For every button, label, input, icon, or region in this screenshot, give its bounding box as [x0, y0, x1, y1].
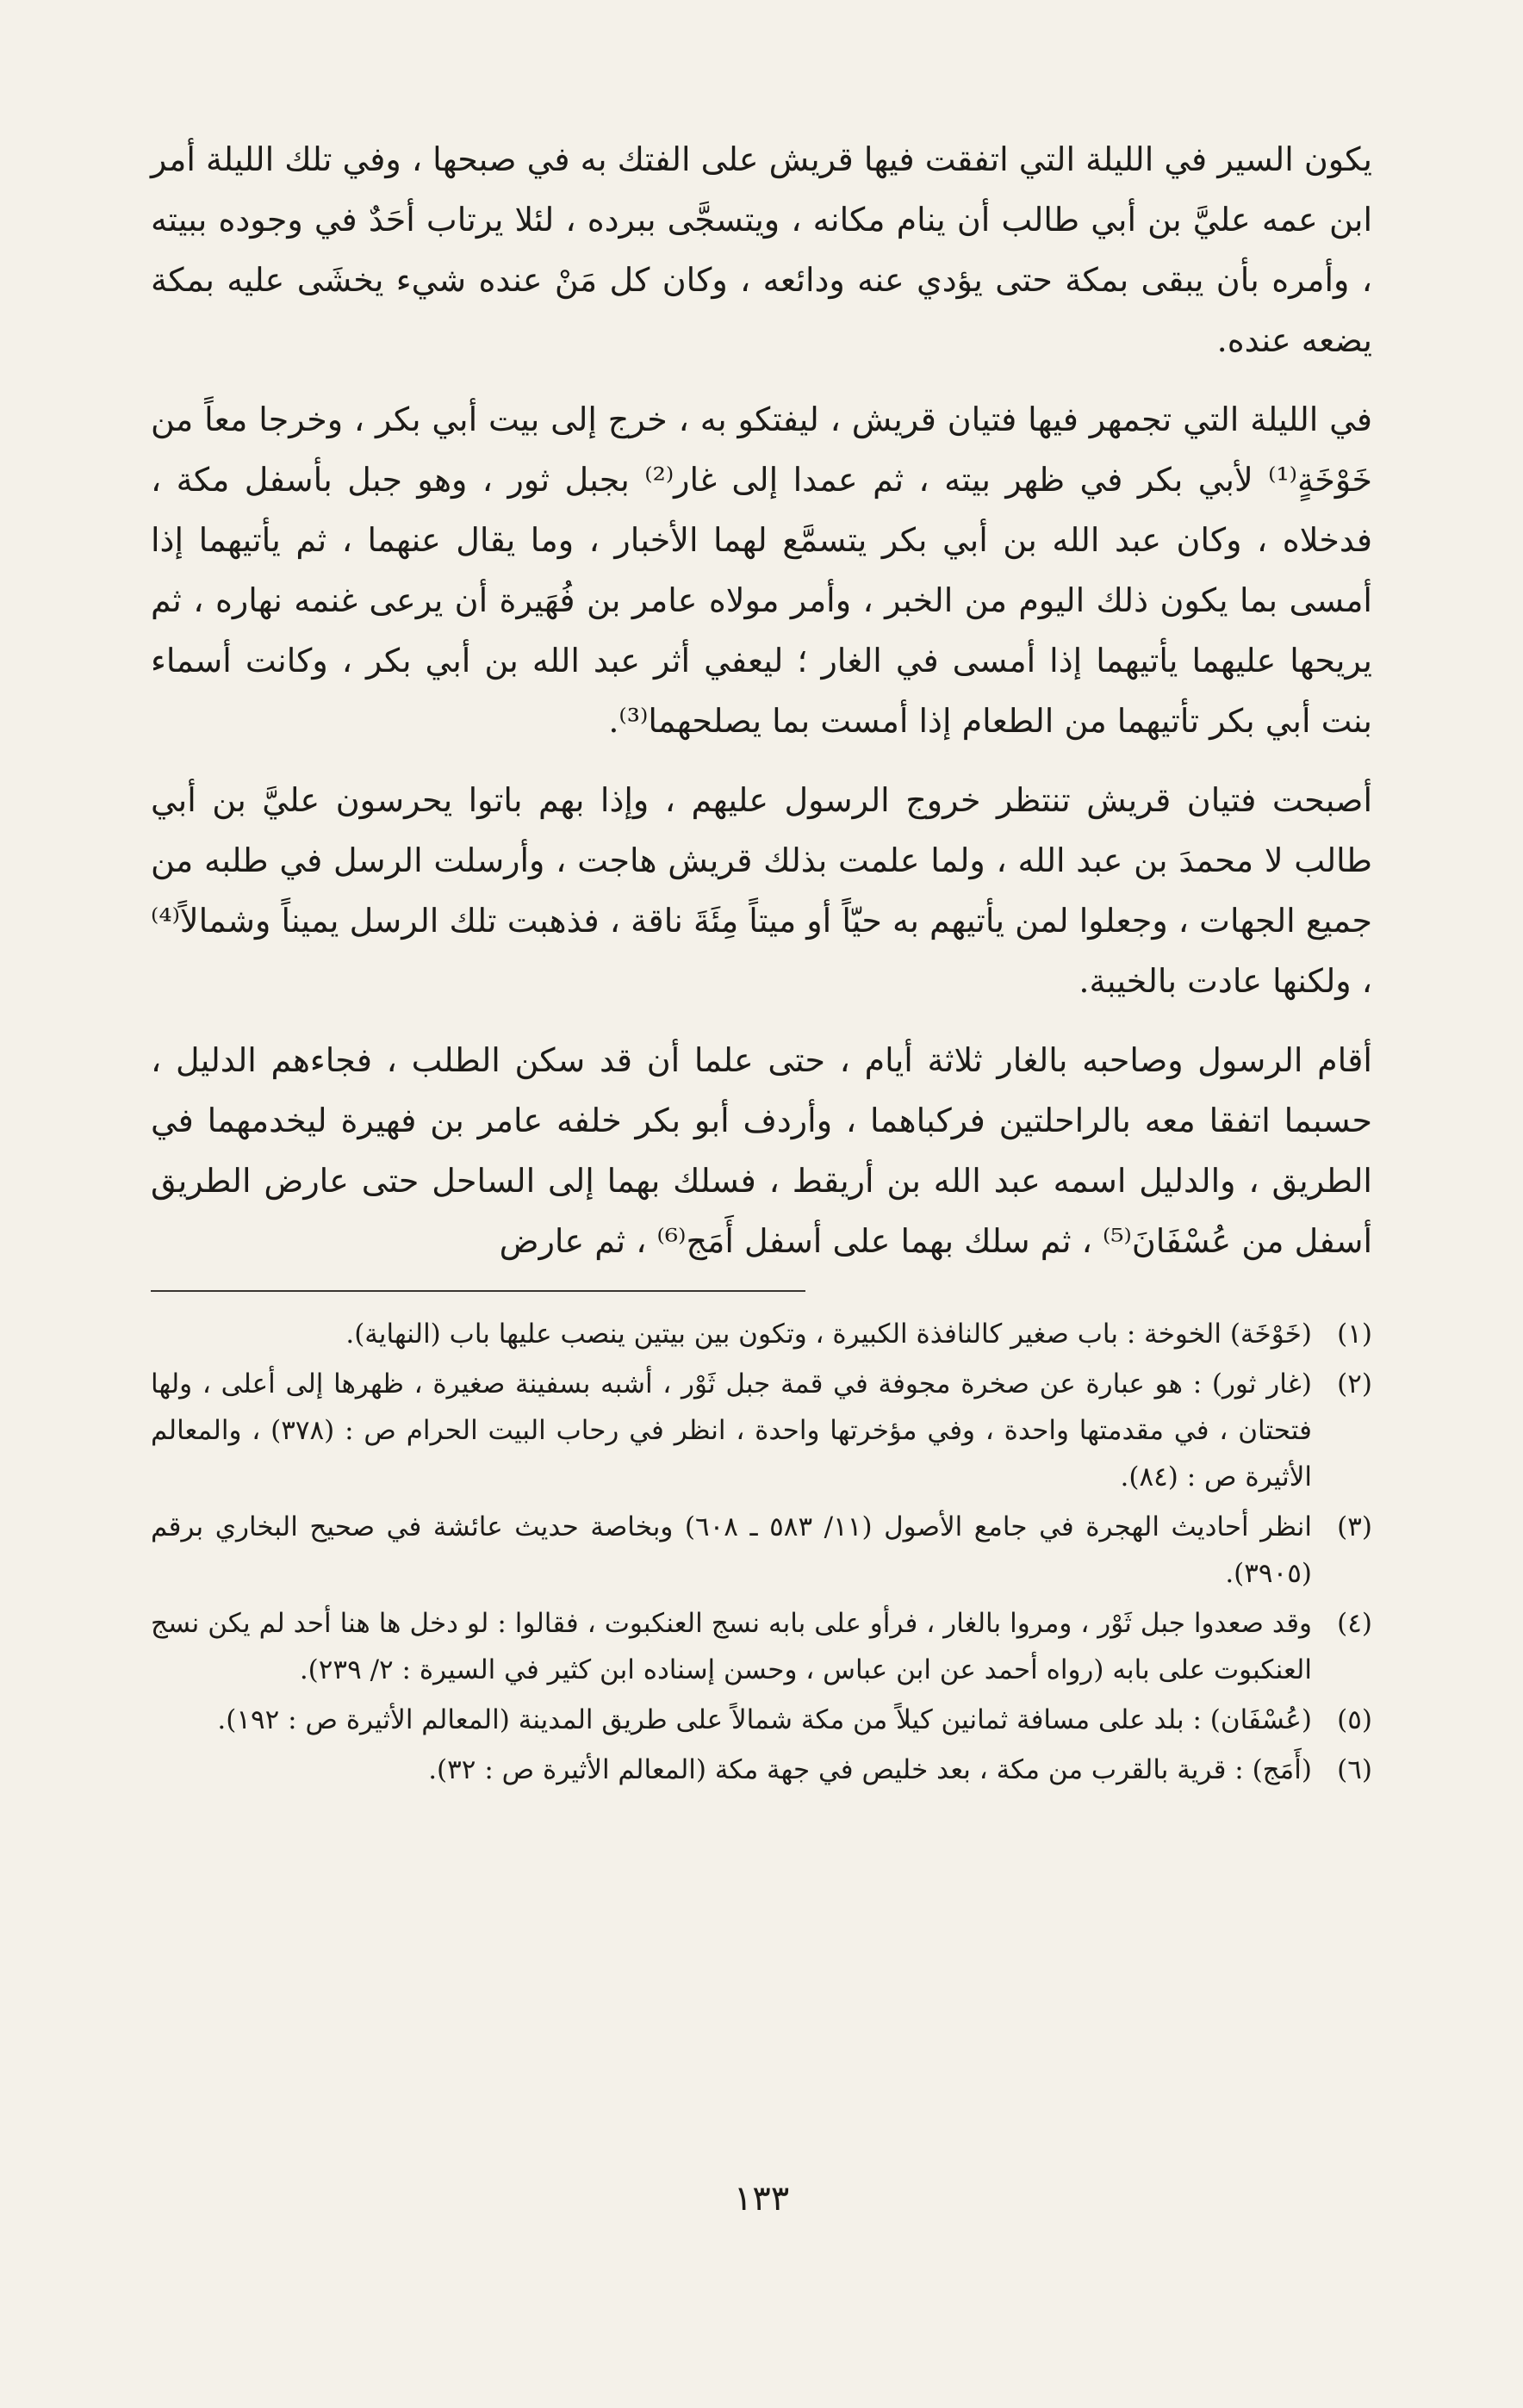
footnote-2: [151, 1361, 1372, 1500]
footnote-number: (١): [1337, 1319, 1372, 1350]
footnote-4: [151, 1600, 1372, 1693]
paragraph-1: يكون السير في الليلة التي اتفقت فيها قريش على الفتك به في صبحها ، وفي تلك الليلة أمر ابن عمه عليَّ بن أبي طالب أن ينام مكانه ، ويتسجَّى ببرده ، لئلا يرتاب أحَدٌ في وجوده ببيته ، وأمره بأن يبقى بمكة حتى يؤدي عنه ودائعه ، وكان كل مَنْ عنده شيء يخشَى عليه بمكة يضعه عنده.: [151, 140, 1373, 359]
footnote-6: [151, 1747, 1372, 1793]
footnote-text: انظر أحاديث الهجرة في جامع الأصول (١١/ ٥٨٣ ـ ٦٠٨) وبخاصة حديث عائشة في صحيح البخاري برقم (٣٩٠٥).: [151, 1511, 1312, 1589]
footnote-text: (عُسْفَان) : بلد على مسافة ثمانين كيلاً من مكة شمالاً على طريق المدينة (المعالم الأثيرة ص : ١٩٢).: [217, 1704, 1312, 1735]
footnote-number: (٥): [1337, 1704, 1372, 1735]
footnotes: [151, 1311, 1372, 1793]
footnote-text: وقد صعدوا جبل ثَوْر ، ومروا بالغار ، فرأو على بابه نسج العنكبوت ، فقالوا : لو دخل ها هنا أحد لم يكن نسج العنكبوت على بابه (رواه أحمد عن ابن عباس ، وحسن إسناده ابن كثير في السيرة : ٢/ ٢٣٩).: [151, 1608, 1312, 1685]
footnote-3: [151, 1504, 1372, 1597]
page-number: ١٣٣: [733, 2179, 790, 2219]
footnote-text: (غار ثور) : هو عبارة عن صخرة مجوفة في قمة جبل ثَوْر ، أشبه بسفينة صغيرة ، ظهرها إلى أعلى ، ولها فتحتان ، في مقدمتها واحدة ، وفي مؤخرتها واحدة ، انظر في رحاب البيت الحرام ص : (٣٧٨) ، والمعالم الأثيرة ص : (٨٤).: [151, 1368, 1312, 1493]
main-text: [151, 129, 1372, 1271]
footnote-divider: [151, 1290, 805, 1292]
footnote-number: (٢): [1337, 1368, 1372, 1399]
footnote-text: (خَوْخَة) الخوخة : باب صغير كالنافذة الكبيرة ، وتكون بين بيتين ينصب عليها باب (النهاية).: [345, 1319, 1312, 1350]
footnote-number: (٦): [1337, 1754, 1372, 1785]
paragraph-3: أصبحت فتيان قريش تنتظر خروج الرسول عليهم ، وإذا بهم باتوا يحرسون عليَّ بن أبي طالب لا محمدَ بن عبد الله ، ولما علمت بذلك قريش هاجت ، وأرسلت الرسل في طلبه من جميع الجهات ، وجعلوا لمن يأتيهم به حيّاً أو ميتاً مِئَةَ ناقة ، فذهبت تلك الرسل يميناً وشمالاً⁽⁴⁾ ، ولكنها عادت بالخيبة.: [151, 781, 1372, 1000]
footnote-text: (أَمَج) : قرية بالقرب من مكة ، بعد خليص في جهة مكة (المعالم الأثيرة ص : ٣٢).: [428, 1754, 1312, 1785]
footnote-number: (٤): [1337, 1608, 1372, 1639]
footnote-5: [151, 1697, 1372, 1743]
footnote-number: (٣): [1337, 1511, 1372, 1542]
paragraph-4: أقام الرسول وصاحبه بالغار ثلاثة أيام ، حتى علما أن قد سكن الطلب ، فجاءهم الدليل ، حسبما اتفقا معه بالراحلتين فركباهما ، وأردف أبو بكر خلفه عامر بن فهيرة ليخدمهما في الطريق ، والدليل اسمه عبد الله بن أريقط ، فسلك بهما إلى الساحل حتى عارض الطريق أسفل من عُسْفَانَ⁽⁵⁾ ، ثم سلك بهما على أسفل أَمَج⁽⁶⁾ ، ثم عارض: [151, 1041, 1372, 1260]
footnote-1: [151, 1311, 1372, 1357]
paragraph-2: في الليلة التي تجمهر فيها فتيان قريش ، ليفتكو به ، خرج إلى بيت أبي بكر ، وخرجا معاً من خَوْخَةٍ⁽¹⁾ لأبي بكر في ظهر بيته ، ثم عمدا إلى غار⁽²⁾ بجبل ثور ، وهو جبل بأسفل مكة ، فدخلاه ، وكان عبد الله بن أبي بكر يتسمَّع لهما الأخبار ، وما يقال عنهما ، ثم يأتيهما إذا أمسى بما يكون ذلك اليوم من الخبر ، وأمر مولاه عامر بن فُهَيرة أن يرعى غنمه نهاره ، ثم يريحها عليهما يأتيهما إذا أمسى في الغار ؛ ليعفي أثر عبد الله بن أبي بكر ، وكانت أسماء بنت أبي بكر تأتيهما من الطعام إذا أمست بما يصلحهما⁽³⁾.: [151, 400, 1372, 740]
